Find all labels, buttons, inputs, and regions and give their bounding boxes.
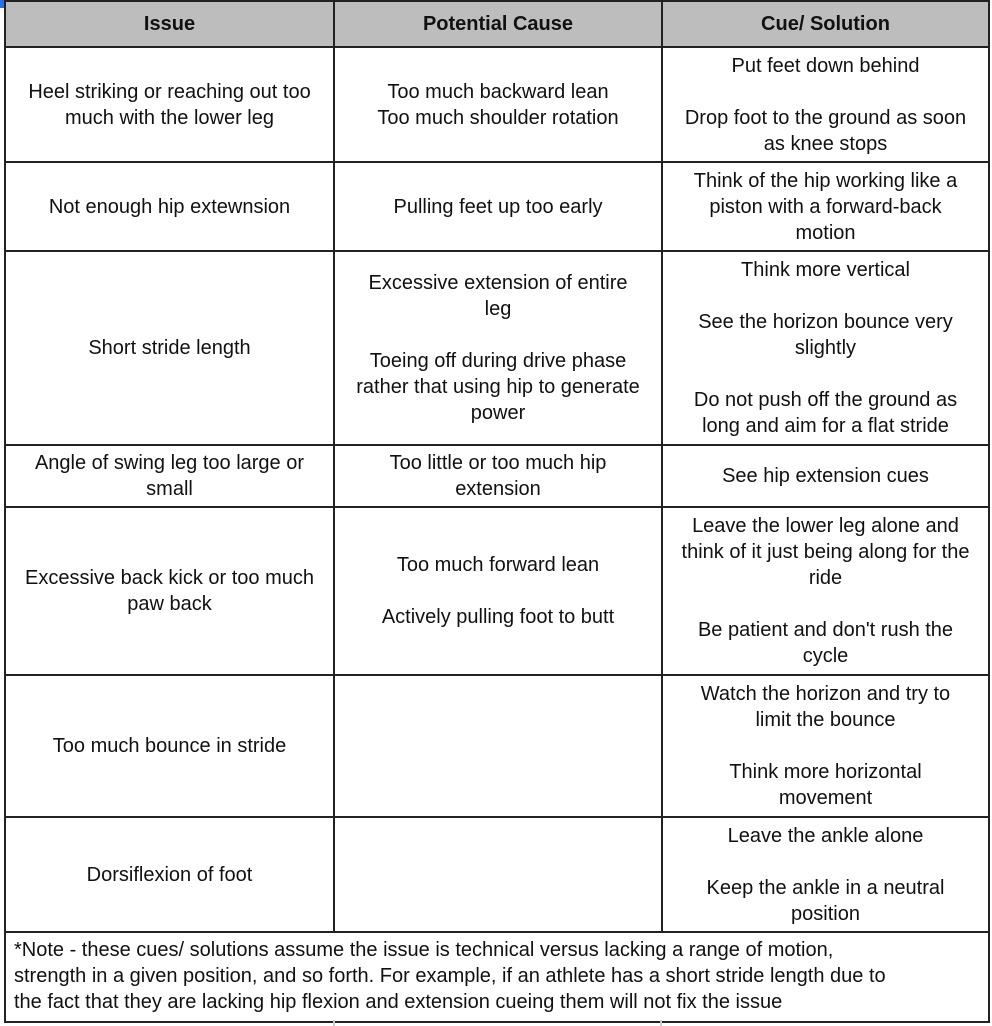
issue-cell (5, 162, 334, 251)
issue-text: Angle of swing leg too large or small (34, 452, 305, 500)
note-text: *Note - these cues/ solutions assume the issue is technical versus lacking a range of motion, strength in a given position, and so forth. For example, if an athlete has a short stride length due to the fact that they are lacking hip flexion and extension cueing them will not fix the issue (14, 939, 886, 1013)
cue-solution-text: Watch the horizon and try to limit the bounce (700, 683, 951, 731)
potential-cause-text: Too much backward lean Too much shoulder rotation (377, 80, 619, 129)
column-divider-stub (660, 1020, 662, 1026)
header-row (5, 1, 989, 47)
cue-solution-text: Keep the ankle in a neutral position (706, 876, 945, 925)
potential-cause-text: Toeing off during drive phase rather that using hip to generate power (356, 350, 640, 424)
cue-solution-text: Think more horizontal movement (729, 761, 922, 809)
issue-cell (5, 47, 334, 162)
running-technique-table (4, 0, 990, 1023)
issue-cell (5, 251, 334, 445)
cue-solution-cell (662, 817, 989, 932)
potential-cause-cell (334, 507, 662, 675)
note-cell (5, 932, 989, 1022)
issue-text: Not enough hip extewnsion (48, 195, 291, 218)
cue-solution-cell (662, 162, 989, 251)
cue-solution-text: Think of the hip working like a piston with a forward-back motion (693, 169, 958, 244)
table-row (5, 162, 989, 251)
issue-text: Short stride length (88, 337, 251, 359)
issue-cell (5, 675, 334, 817)
cue-solution-cell (662, 445, 989, 507)
issue-cell (5, 445, 334, 507)
header-cue-solution: Cue/ Solution (662, 1, 989, 47)
potential-cause-text: Excessive extension of entire leg (368, 272, 628, 320)
potential-cause-text: Actively pulling foot to butt (381, 606, 615, 628)
cue-solution-cell (662, 675, 989, 817)
table-row (5, 445, 989, 507)
header-potential-cause: Potential Cause (334, 1, 662, 47)
cue-solution-text: See hip extension cues (722, 465, 929, 487)
table-row (5, 47, 989, 162)
cue-solution-text: Leave the lower leg alone and think of it just being along for the ride (681, 515, 970, 589)
cue-solution-text: Think more vertical (741, 259, 910, 281)
cue-solution-cell (662, 251, 989, 445)
cue-solution-cell (662, 47, 989, 162)
potential-cause-cell (334, 162, 662, 251)
potential-cause-text: Pulling feet up too early (393, 195, 603, 218)
cue-solution-text: Drop foot to the ground as soon as knee stops (684, 106, 967, 155)
potential-cause-text: Too much forward lean (396, 554, 600, 576)
note-row (5, 932, 989, 1022)
cue-solution-cell (662, 507, 989, 675)
potential-cause-cell (334, 445, 662, 507)
column-divider-stub (333, 1020, 335, 1026)
potential-cause-cell (334, 817, 662, 932)
cue-solution-text: Leave the ankle alone (727, 824, 924, 847)
cue-solution-text: See the horizon bounce very slightly (698, 311, 953, 359)
table-row (5, 507, 989, 675)
cue-solution-text: Be patient and don't rush the cycle (697, 619, 954, 667)
cue-solution-text: Do not push off the ground as long and aim for a flat stride (693, 389, 958, 437)
potential-cause-cell (334, 251, 662, 445)
table-row (5, 675, 989, 817)
issue-text: Heel striking or reaching out too much with the lower leg (28, 80, 311, 129)
issue-cell (5, 507, 334, 675)
potential-cause-cell (334, 47, 662, 162)
table-row (5, 251, 989, 445)
potential-cause-cell (334, 675, 662, 817)
header-issue: Issue (5, 1, 334, 47)
issue-text: Excessive back kick or too much paw back (25, 567, 314, 615)
issue-text: Dorsiflexion of foot (86, 863, 253, 886)
issue-cell (5, 817, 334, 932)
potential-cause-text: Too little or too much hip extension (389, 452, 607, 500)
table-row (5, 817, 989, 932)
cue-solution-text: Put feet down behind (731, 54, 920, 77)
issue-text: Too much bounce in stride (52, 735, 287, 757)
